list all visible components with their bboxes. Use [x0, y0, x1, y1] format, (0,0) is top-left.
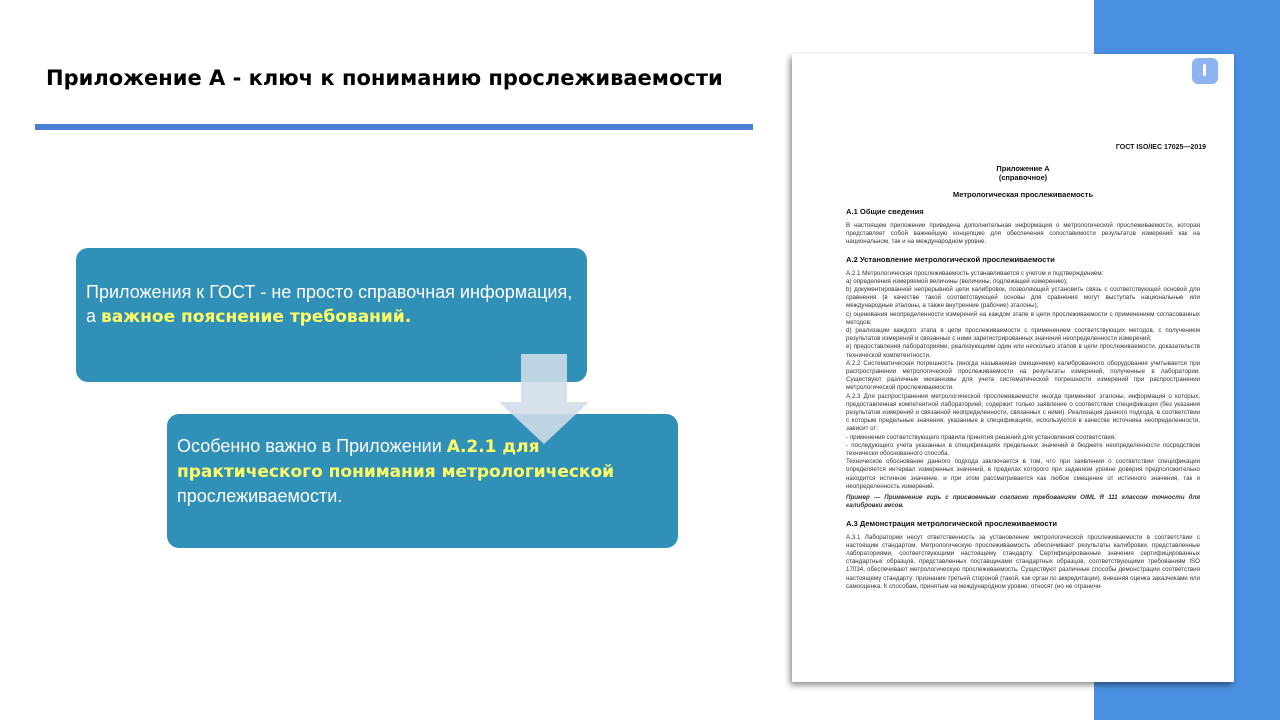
doc-paragraph: a) определения измеряемой величины (величины, подлежащей измерению); — [846, 277, 1068, 285]
doc-annex: Приложение А — [996, 164, 1050, 173]
down-arrow-icon — [499, 354, 589, 444]
doc-paragraph: А.2.1 Метрологическая прослеживаемость устанавливается с учетом и подтверждением: — [846, 269, 1104, 277]
slide-title: Приложение А - ключ к пониманию прослеживаемости — [46, 66, 723, 90]
callout-2-text-after: прослеживаемости. — [177, 486, 343, 506]
doc-section-heading: А.2 Установление метрологической прослеживаемости — [846, 254, 1055, 264]
doc-code: ГОСТ ISO/IEC 17025—2019 — [1115, 144, 1206, 151]
doc-paragraph: А.2.3 Для распространения метрологической прослеживаемости иногда применяют эталоны, информация о которых, предоставленная компетентной лабораторией, содержит только заявление о соответствии спецификации (без указания результатов измерений и связанной неопределенности, связанных с ними). Реализация данного подхода, в соответствии с которым предельные значения, указанные в спецификациях, используются в качестве источника неопределенности, зависит от: — [846, 392, 1200, 433]
doc-example — [846, 494, 1200, 510]
doc-paragraph: А.3.1 Лаборатории несут ответственность за установление метрологической прослеживаемости в соответствии с настоящим стандартом. Метрологическую прослеживаемость обеспечивают результаты калибровки, представленные лабораториями, соответствующими настоящему стандарту. Сертифицированные значения сертифицированных стандартных образцов, представленных поставщиками стандартных образцов, соответствующими требованиям ISO 17034, обеспечивают метрологическую прослеживаемость. Существуют различные способы демонстрации соответствия настоящему стандарту: признание третьей стороной (такой, как орган по аккредитации), внешняя оценка заказчиками или самооценка. К способам, принятым на международном уровне, относят (но не ограничи- — [846, 533, 1200, 590]
doc-paragraph: А.2.2 Систематическая погрешность (иногда называемая смещением) калиброванного оборудования учитывается при распространении метрологической прослеживаемости на результаты измерений, полученные в лаборатории. Существуют различные механизмы для учета систематической погрешности измерений при распространении метрологической прослеживаемости. — [846, 359, 1200, 392]
callout-appendix-a21 — [167, 414, 678, 548]
app-badge-icon — [1192, 58, 1218, 84]
doc-paragraph: e) предоставления лабораториями, реализующими один или несколько этапов в цепи прослеживаемости, доказательств технической компетентности. — [846, 343, 1200, 359]
doc-section-heading: А.3 Демонстрация метрологической прослеживаемости — [846, 518, 1058, 528]
doc-paragraph: - применения соответствующего правила принятия решений для установления соответствия; — [846, 433, 1116, 441]
doc-annex-type: (справочное) — [998, 173, 1048, 182]
doc-example-text: Пример — Применение гирь с присвоенным согласно требованиям OIML R 111 классом точности для калибровки весов. — [846, 494, 1200, 510]
title-underline — [35, 124, 753, 130]
callout-2-text: Особенно важно в Приложении — [177, 436, 447, 456]
doc-paragraph: b) документированной непрерывной цепи калибровок, позволяющей установить связь с соответствующей основой для сравнения (в качестве такой соответствующей основы для сравнения могут выступать национальные или международные эталоны, а также внутренние (рабочие) эталоны); — [846, 286, 1200, 310]
doc-paragraph: d) реализации каждого этапа в цепи прослеживаемости с применением соответствующих методов, с получением результатов измерений и связанных с ними зарегистрированных значений неопределенности измерений; — [846, 327, 1200, 343]
callout-1-highlight: важное пояснение требований. — [101, 307, 412, 327]
callout-1-text: Приложения к ГОСТ - не просто справочная информация, а — [86, 282, 573, 326]
gost-document-page — [792, 54, 1234, 682]
doc-paragraph: В настоящем приложении приведена дополнительная информация о метрологической прослеживаемости, которая представляет собой важнейшую концепцию для обеспечения сопоставимости результатов измерений как на национальном, так и на международном уровне. — [846, 222, 1200, 246]
callout-2-highlight: А.2.1 для практического понимания метрологической — [177, 437, 615, 482]
doc-paragraph: c) оценивания неопределенности измерений на каждом этапе в цепи прослеживаемости с применением согласованных методов; — [846, 310, 1200, 326]
doc-paragraph: Техническое обоснование данного подхода заключается в том, что при заявлении о соответствии спецификации определяется интервал измеренных значений, в пределах которого при заданном уровне доверия предположительно находится истинное значение, и при этом рассматривается как любое смещение от истинного значения, так и неопределенность измерений. — [846, 458, 1200, 490]
doc-paragraph: - последующего учета указанных в спецификациях предельных значений в бюджете неопределенности посредством технически обоснованного способа. — [846, 441, 1200, 458]
doc-section-heading: А.1 Общие сведения — [846, 207, 924, 216]
doc-title: Метрологическая прослеживаемость — [952, 190, 1094, 199]
